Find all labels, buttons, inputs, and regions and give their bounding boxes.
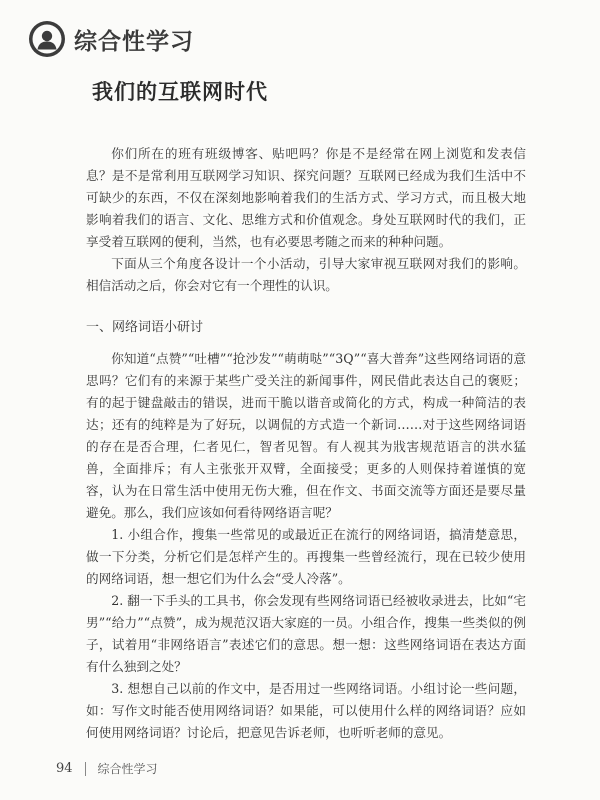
- section-title: 综合性学习: [74, 28, 194, 55]
- activity-item: 3. 想想自己以前的作文中，是否用过一些网络词语。小组讨论一些问题，如：写作文时能否使用网络词语？如果能，可以使用什么样的网络词语？应如何使用网络词语？讨论后，把意见告诉老师，也听听老师的意见。: [86, 681, 526, 740]
- intro-text: [86, 143, 526, 297]
- activity-item: 2. 翻一下手头的工具书，你会发现有些网络词语已经被收录进去，比如“宅男”“给力”“点赞”，成为规范汉语大家庭的一员。小组合作，搜集一些类似的例子，试着用“非网络语言”表述它们的意思。想一想：这些网络词语在表达方面有什么独到之处？: [86, 593, 526, 674]
- page-title: 我们的互联网时代: [92, 80, 268, 104]
- footer-divider: [85, 762, 86, 776]
- person-bust-icon: [28, 20, 66, 58]
- section-heading: 一、网络词语小研讨: [86, 320, 204, 335]
- page-footer: [56, 760, 158, 777]
- body-paragraph: 你知道“点赞”“吐槽”“抢沙发”“萌萌哒”“3Q”“喜大普奔”这些网络词语的意思吗？它们有的来源于某些广受关注的新闻事件，网民借此表达自己的褒贬；有的起于键盘敲击的错误，进而干脆以谐音或简化的方式，构成一种简洁的表达；还有的纯粹是为了好玩，以调侃的方式造一个新词……对于这些网络词语的存在是否合理，仁者见仁，智者见智。有人视其为戕害规范语言的洪水猛兽，全面排斥；有人主张张开双臂，全面接受；更多的人则保持着谨慎的宽容，认为在日常生活中使用无伤大雅，但在作文、书面交流等方面还是要尽量避免。那么，我们应该如何看待网络语言呢？: [86, 351, 526, 520]
- intro-paragraph: 你们所在的班有班级博客、贴吧吗？你是不是经常在网上浏览和发表信息？是不是常利用互联网学习知识、探究问题？互联网已经成为我们生活中不可缺少的东西，不仅在深刻地影响着我们的生活方式、学习方式，而且极大地影响着我们的语言、文化、思维方式和价值观念。身处互联网时代的我们，正享受着互联网的便利，当然，也有必要思考随之而来的种种问题。: [86, 146, 526, 249]
- footer-section-name: 综合性学习: [97, 762, 158, 776]
- page-number: 94: [56, 761, 73, 776]
- section-header: [28, 20, 194, 58]
- intro-paragraph: 下面从三个角度各设计一个小活动，引导大家审视互联网对我们的影响。相信活动之后，你会对它有一个理性的认识。: [86, 256, 526, 293]
- activity-item: 1. 小组合作，搜集一些常见的或最近正在流行的网络词语，搞清楚意思，做一下分类，分析它们是怎样产生的。再搜集一些曾经流行，现在已较少使用的网络词语，想一想它们为什么会“受人冷落”。: [86, 527, 526, 586]
- section-body: [86, 348, 526, 744]
